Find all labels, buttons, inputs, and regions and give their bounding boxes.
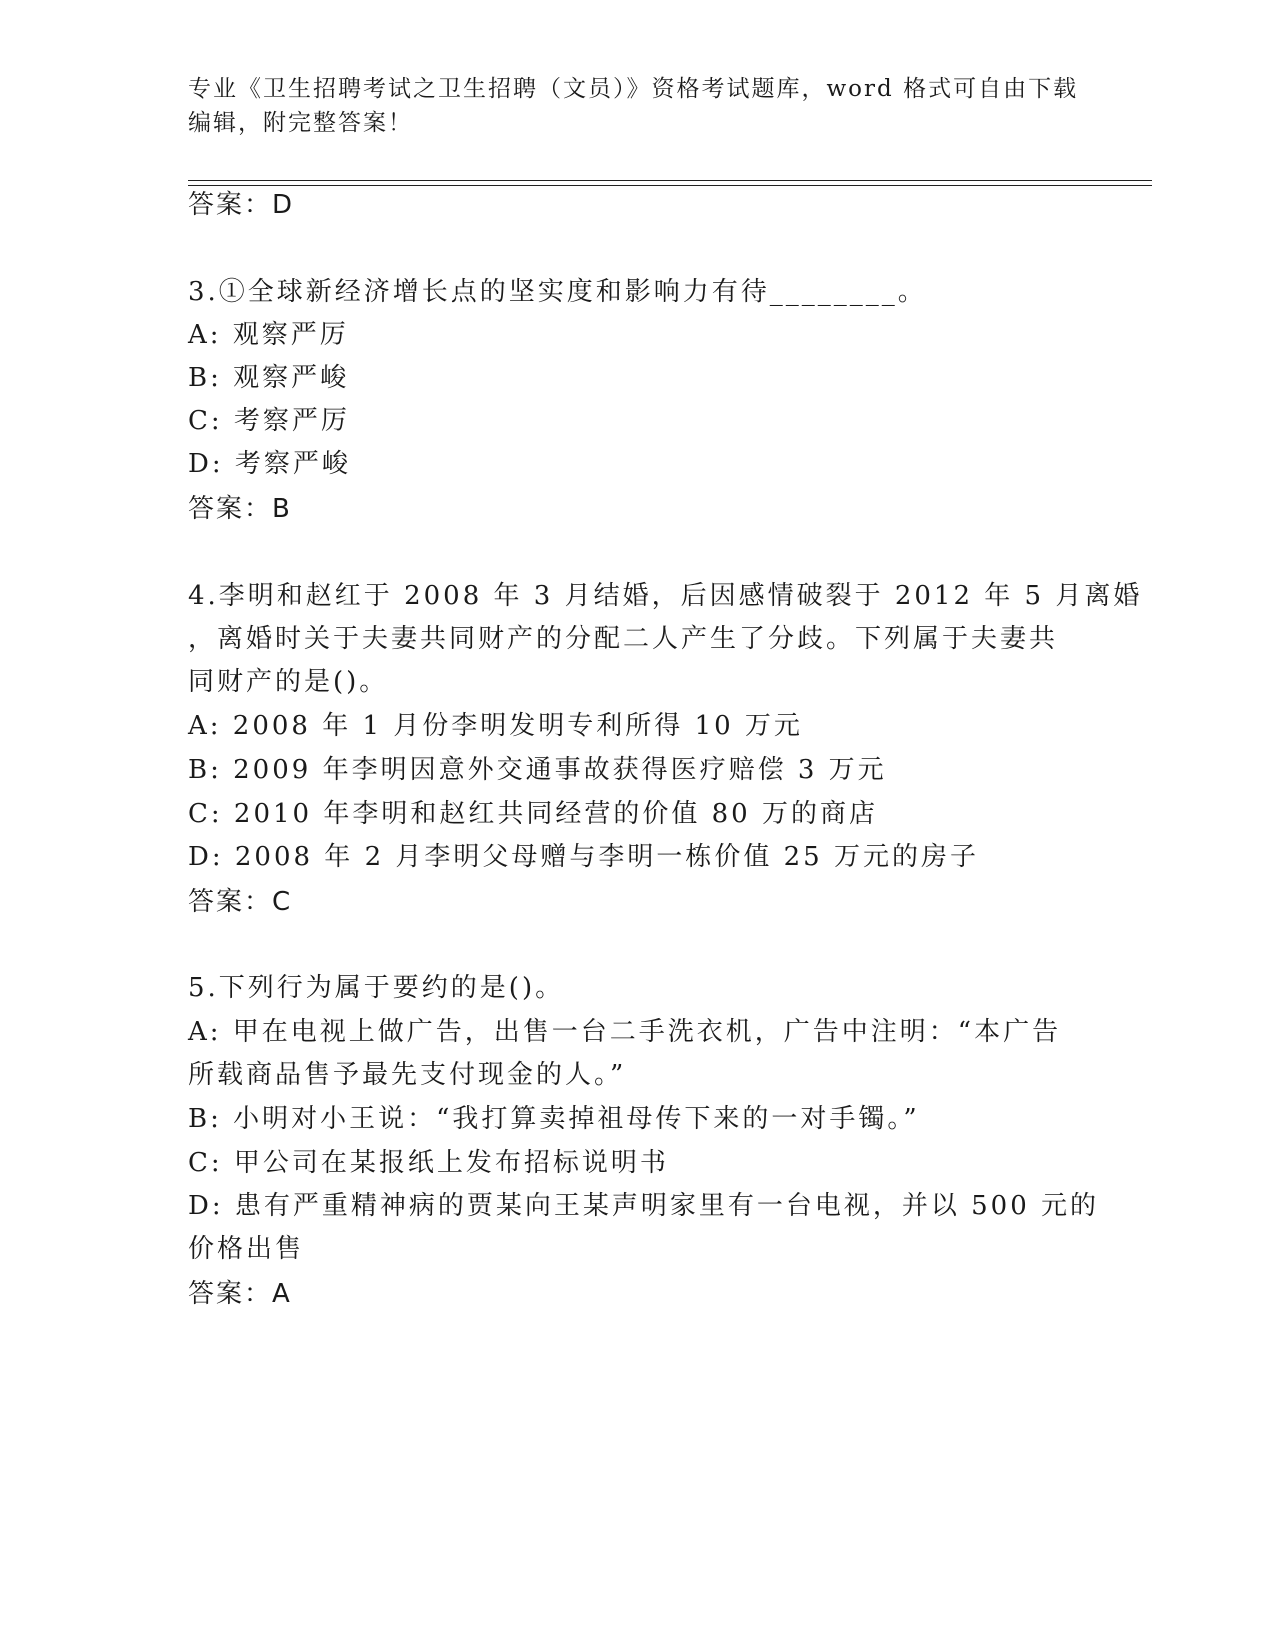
header-divider-bottom bbox=[188, 185, 1152, 186]
question-4-stem-line-2: ，离婚时关于夫妻共同财产的分配二人产生了分歧。下列属于夫妻共 bbox=[188, 624, 1059, 654]
question-4-option-c: C: 2010 年李明和赵红共同经营的价值 80 万的商店 bbox=[188, 799, 878, 829]
document-header bbox=[188, 72, 1088, 140]
question-3-option-a: A: 观察严厉 bbox=[188, 320, 349, 350]
question-5-option-c: C: 甲公司在某报纸上发布招标说明书 bbox=[188, 1148, 669, 1178]
question-5-stem: 5.下列行为属于要约的是()。 bbox=[188, 973, 565, 1003]
question-4-stem-line-1: 4.李明和赵红于 2008 年 3 月结婚，后因感情破裂于 2012 年 5 月离婚 bbox=[188, 581, 1143, 611]
question-4-option-b: B: 2009 年李明因意外交通事故获得医疗赔偿 3 万元 bbox=[188, 755, 887, 785]
header-divider-top bbox=[188, 180, 1152, 181]
question-3-option-b: B: 观察严峻 bbox=[188, 363, 350, 393]
question-5-answer: 答案：A bbox=[188, 1279, 292, 1309]
question-3-stem: 3.①全球新经济增长点的坚实度和影响力有待________。 bbox=[188, 277, 927, 307]
question-3-option-d: D: 考察严峻 bbox=[188, 449, 351, 479]
question-3-option-c: C: 考察严厉 bbox=[188, 406, 350, 436]
question-5-option-a-line-1: A: 甲在电视上做广告，出售一台二手洗衣机，广告中注明：“本广告 bbox=[188, 1017, 1062, 1047]
question-5-option-a-line-2: 所载商品售予最先支付现金的人。” bbox=[188, 1060, 627, 1090]
question-5-option-d-line-2: 价格出售 bbox=[188, 1234, 305, 1264]
header-line-1: 专业《卫生招聘考试之卫生招聘（文员）》资格考试题库，word 格式可自由下载 bbox=[188, 76, 1079, 102]
question-4-option-d: D: 2008 年 2 月李明父母赠与李明一栋价值 25 万元的房子 bbox=[188, 842, 979, 872]
question-4-option-a: A: 2008 年 1 月份李明发明专利所得 10 万元 bbox=[188, 711, 803, 741]
question-5-option-b: B: 小明对小王说：“我打算卖掉祖母传下来的一对手镯。” bbox=[188, 1104, 920, 1134]
question-5-option-d-line-1: D: 患有严重精神病的贾某向王某声明家里有一台电视，并以 500 元的 bbox=[188, 1191, 1100, 1221]
question-4-stem-line-3: 同财产的是()。 bbox=[188, 667, 389, 697]
question-3-answer: 答案：B bbox=[188, 494, 292, 524]
previous-answer: 答案：D bbox=[188, 190, 295, 220]
question-4-answer: 答案：C bbox=[188, 887, 293, 917]
header-line-2: 编辑，附完整答案！ bbox=[188, 110, 413, 136]
